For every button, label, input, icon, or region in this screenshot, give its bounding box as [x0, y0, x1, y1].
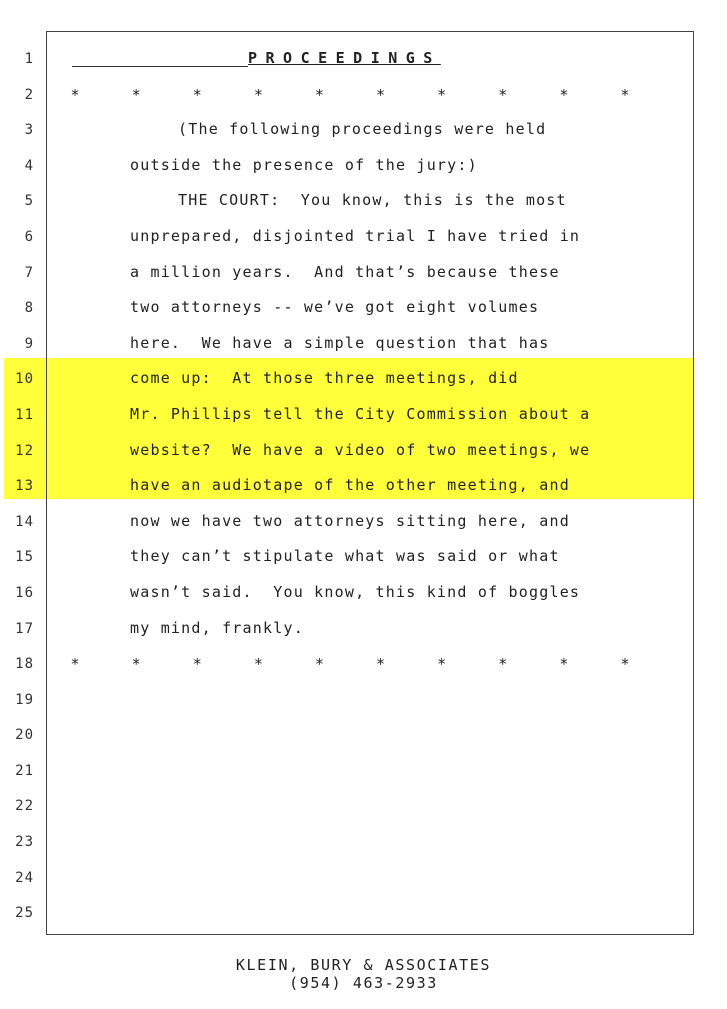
line-number: 25	[15, 905, 34, 922]
transcript-line-24	[0, 859, 727, 895]
line-text: outside the presence of the jury:)	[130, 155, 478, 174]
line-text: they can’t stipulate what was said or what	[130, 547, 560, 566]
transcript-line-9	[0, 325, 727, 361]
transcript-line-13	[0, 467, 727, 503]
star: *	[192, 85, 202, 104]
line-number: 6	[24, 228, 34, 245]
line-number: 5	[24, 193, 34, 210]
transcript-line-3	[0, 111, 727, 147]
line-number: 21	[15, 762, 34, 779]
line-number: 13	[15, 478, 34, 495]
transcript-line-19	[0, 681, 727, 717]
line-number: 22	[15, 798, 34, 815]
transcript-line-2	[0, 76, 727, 112]
star: *	[131, 655, 141, 674]
star: *	[437, 85, 447, 104]
line-number: 2	[24, 86, 34, 103]
star: *	[192, 655, 202, 674]
line-text: have an audiotape of the other meeting, and	[130, 476, 570, 495]
line-number: 23	[15, 834, 34, 851]
transcript-line-22	[0, 787, 727, 823]
transcript-line-6	[0, 218, 727, 254]
star: *	[498, 85, 508, 104]
line-text: website? We have a video of two meetings, we	[130, 440, 591, 459]
heading-rule	[72, 66, 248, 67]
star: *	[314, 655, 324, 674]
line-number: 16	[15, 584, 34, 601]
star: *	[559, 85, 569, 104]
star-divider-top	[70, 86, 630, 104]
star: *	[70, 655, 80, 674]
page-heading: PROCEEDINGS	[248, 49, 441, 67]
star: *	[253, 655, 263, 674]
line-number: 10	[15, 371, 34, 388]
line-text: a million years. And that’s because these	[130, 262, 560, 281]
transcript-line-21	[0, 752, 727, 788]
transcript-line-11	[0, 396, 727, 432]
transcript-line-4	[0, 147, 727, 183]
line-number: 1	[24, 51, 34, 67]
line-text: come up: At those three meetings, did	[130, 369, 519, 388]
footer-firm-name: KLEIN, BURY & ASSOCIATES	[235, 956, 492, 974]
line-number: 9	[24, 335, 34, 352]
line-number: 19	[15, 691, 34, 708]
star: *	[437, 655, 447, 674]
transcript-lines	[0, 40, 727, 930]
star: *	[314, 85, 324, 104]
star: *	[253, 85, 263, 104]
line-text: wasn’t said. You know, this kind of boggles	[130, 582, 581, 601]
line-text: unprepared, disjointed trial I have tried in	[130, 226, 581, 245]
line-text: now we have two attorneys sitting here, and	[130, 511, 570, 530]
transcript-line-8	[0, 289, 727, 325]
transcript-line-14	[0, 503, 727, 539]
transcript-line-12	[0, 432, 727, 468]
line-number: 7	[24, 264, 34, 281]
star: *	[559, 655, 569, 674]
line-number: 20	[15, 727, 34, 744]
transcript-line-17	[0, 610, 727, 646]
star: *	[376, 655, 386, 674]
footer-phone: (954) 463-2933	[289, 974, 438, 992]
line-text: THE COURT: You know, this is the most	[178, 191, 567, 210]
star: *	[620, 85, 630, 104]
line-number: 18	[15, 656, 34, 673]
line-number: 15	[15, 549, 34, 566]
line-number: 11	[15, 406, 34, 423]
star-divider-bottom	[70, 655, 630, 673]
line-number: 14	[15, 513, 34, 530]
line-text: (The following proceedings were held	[178, 120, 547, 139]
line-text: Mr. Phillips tell the City Commission about a	[130, 404, 591, 423]
transcript-line-15	[0, 538, 727, 574]
line-number: 4	[24, 157, 34, 174]
line-number: 8	[24, 300, 34, 317]
star: *	[376, 85, 386, 104]
transcript-line-10	[0, 360, 727, 396]
line-number: 24	[15, 869, 34, 886]
transcript-line-7	[0, 254, 727, 290]
transcript-line-25	[0, 894, 727, 930]
transcript-line-23	[0, 823, 727, 859]
line-number: 3	[24, 122, 34, 139]
transcript-line-5	[0, 182, 727, 218]
line-number: 12	[15, 442, 34, 459]
line-text: two attorneys -- we’ve got eight volumes	[130, 298, 540, 317]
line-text: my mind, frankly.	[130, 618, 304, 637]
transcript-line-20	[0, 716, 727, 752]
line-number: 17	[15, 620, 34, 637]
transcript-line-16	[0, 574, 727, 610]
star: *	[498, 655, 508, 674]
transcript-line-1	[0, 40, 727, 76]
star: *	[620, 655, 630, 674]
star: *	[131, 85, 141, 104]
star: *	[70, 85, 80, 104]
line-text: here. We have a simple question that has	[130, 333, 550, 352]
transcript-line-18	[0, 645, 727, 681]
